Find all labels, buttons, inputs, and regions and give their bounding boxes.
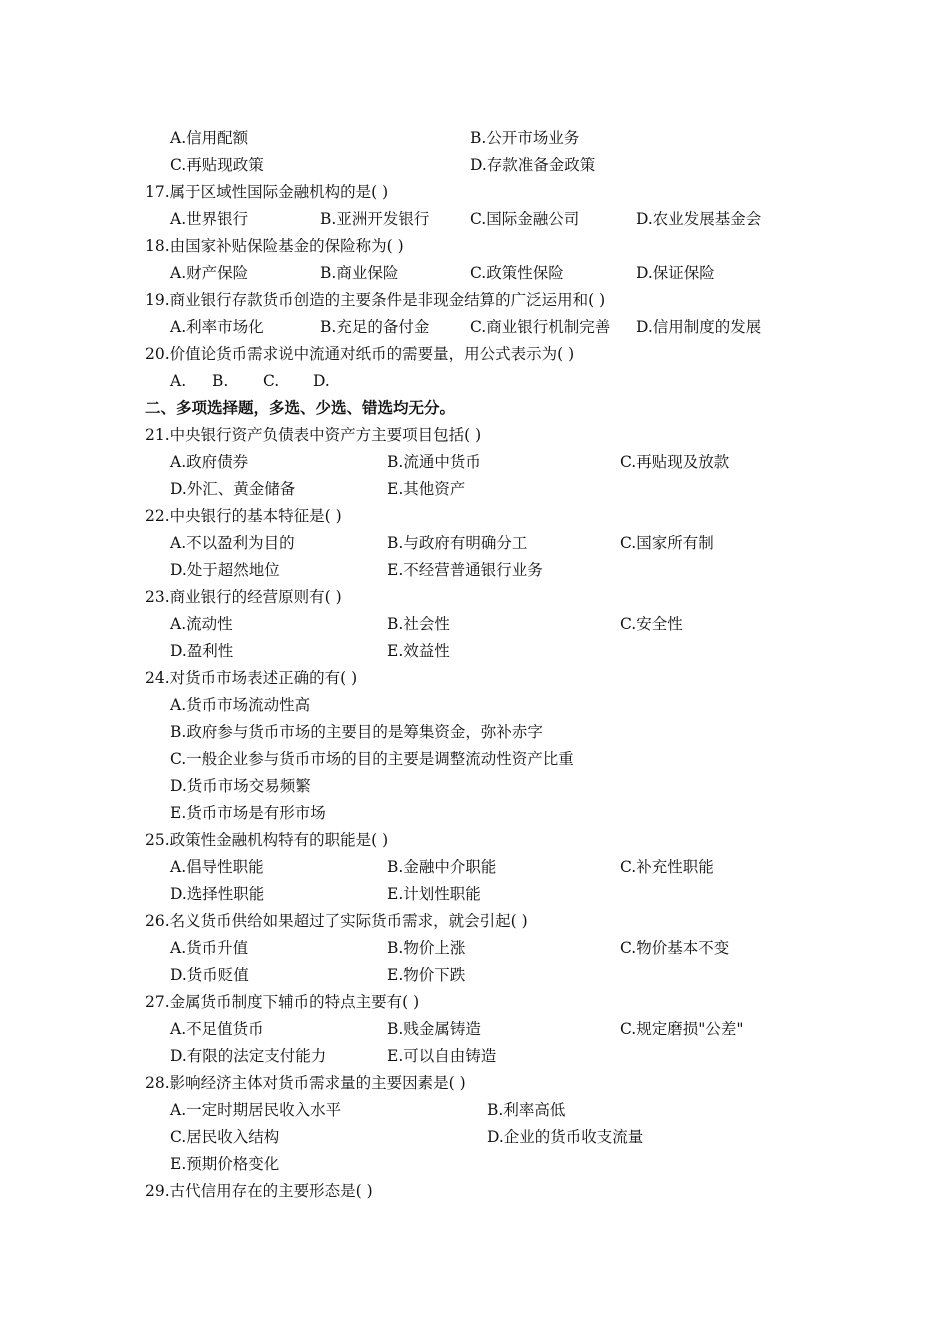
text-line: D.农业发展基金会 [636,210,762,228]
text-line: B.与政府有明确分工 [387,534,528,552]
text-line: 24.对货币市场表述正确的有( ) [145,669,358,687]
text-line: A.倡导性职能 [170,858,264,876]
text-line: E.其他资产 [387,480,466,498]
text-line: 19.商业银行存款货币创造的主要条件是非现金结算的广泛运用和( ) [145,291,606,309]
text-line: D.存款准备金政策 [470,156,596,174]
text-line: C.商业银行机制完善 [470,318,611,336]
text-line: A.信用配额 [170,129,249,147]
text-line: D. [313,372,330,390]
text-line: C.再贴现及放款 [620,453,730,471]
text-line: C.一般企业参与货币市场的目的主要是调整流动性资产比重 [170,750,574,768]
text-line: D.处于超然地位 [170,561,280,579]
text-line: C.规定磨损"公差" [620,1020,744,1038]
text-line: D.企业的货币收支流量 [487,1128,644,1146]
text-line: C.国际金融公司 [470,210,580,228]
text-line: E.可以自由铸造 [387,1047,497,1065]
text-line: A.货币市场流动性高 [170,696,311,714]
text-line: A.货币升值 [170,939,249,957]
text-line: 18.由国家补贴保险基金的保险称为( ) [145,237,404,255]
text-line: A.利率市场化 [170,318,264,336]
text-line: D.外汇、黄金储备 [170,480,296,498]
text-line: B.物价上涨 [387,939,466,957]
text-line: A.流动性 [170,615,233,633]
text-line: B.亚洲开发银行 [320,210,430,228]
text-line: B.利率高低 [487,1101,566,1119]
text-line: C.政策性保险 [470,264,564,282]
text-line: E.不经营普通银行业务 [387,561,543,579]
section-heading: 二、多项选择题，多选、少选、错选均无分。 [145,398,456,417]
text-line: 17.属于区域性国际金融机构的是( ) [145,183,389,201]
text-line: 25.政策性金融机构特有的职能是( ) [145,831,389,849]
text-line: B.充足的备付金 [320,318,430,336]
text-line: 27.金属货币制度下辅币的特点主要有( ) [145,993,420,1011]
text-line: C.物价基本不变 [620,939,730,957]
text-line: B.商业保险 [320,264,399,282]
text-line: E.效益性 [387,642,450,660]
text-line: D.货币市场交易频繁 [170,777,311,795]
text-line: 28.影响经济主体对货币需求量的主要因素是( ) [145,1074,466,1092]
text-line: D.货币贬值 [170,966,249,984]
text-line: D.盈利性 [170,642,234,660]
text-line: 22.中央银行的基本特征是( ) [145,507,342,525]
text-line: B.政府参与货币市场的主要目的是筹集资金，弥补赤字 [170,723,543,741]
text-line: D.选择性职能 [170,885,265,903]
text-line: B.金融中介职能 [387,858,497,876]
text-line: A.不足值货币 [170,1020,264,1038]
text-line: A.世界银行 [170,210,249,228]
text-line: E.货币市场是有形市场 [170,804,326,822]
text-line: A.不以盈利为目的 [170,534,295,552]
text-line: B.社会性 [387,615,450,633]
text-line: 20.价值论货币需求说中流通对纸币的需要量，用公式表示为( ) [145,345,575,363]
text-line: D.保证保险 [636,264,715,282]
text-line: C.再贴现政策 [170,156,264,174]
text-line: E.计划性职能 [387,885,481,903]
text-line: D.信用制度的发展 [636,318,762,336]
text-line: D.有限的法定支付能力 [170,1047,327,1065]
text-line: 26.名义货币供给如果超过了实际货币需求，就会引起( ) [145,912,528,930]
text-line: B.流通中货币 [387,453,481,471]
text-line: C. [263,372,280,390]
text-line: C.补充性职能 [620,858,714,876]
text-line: B.公开市场业务 [470,129,580,147]
text-line: 23.商业银行的经营原则有( ) [145,588,342,606]
text-line: B.贱金属铸造 [387,1020,481,1038]
text-line: C.国家所有制 [620,534,714,552]
text-line: B. [212,372,229,390]
text-line: A.一定时期居民收入水平 [170,1101,342,1119]
text-line: C.居民收入结构 [170,1128,280,1146]
text-line: A.财产保险 [170,264,249,282]
text-line: E.物价下跌 [387,966,466,984]
text-line: E.预期价格变化 [170,1155,280,1173]
text-line: 29.古代信用存在的主要形态是( ) [145,1182,373,1200]
text-line: C.安全性 [620,615,683,633]
text-line: A. [170,372,187,390]
text-line: 21.中央银行资产负债表中资产方主要项目包括( ) [145,426,482,444]
text-line: A.政府债券 [170,453,249,471]
